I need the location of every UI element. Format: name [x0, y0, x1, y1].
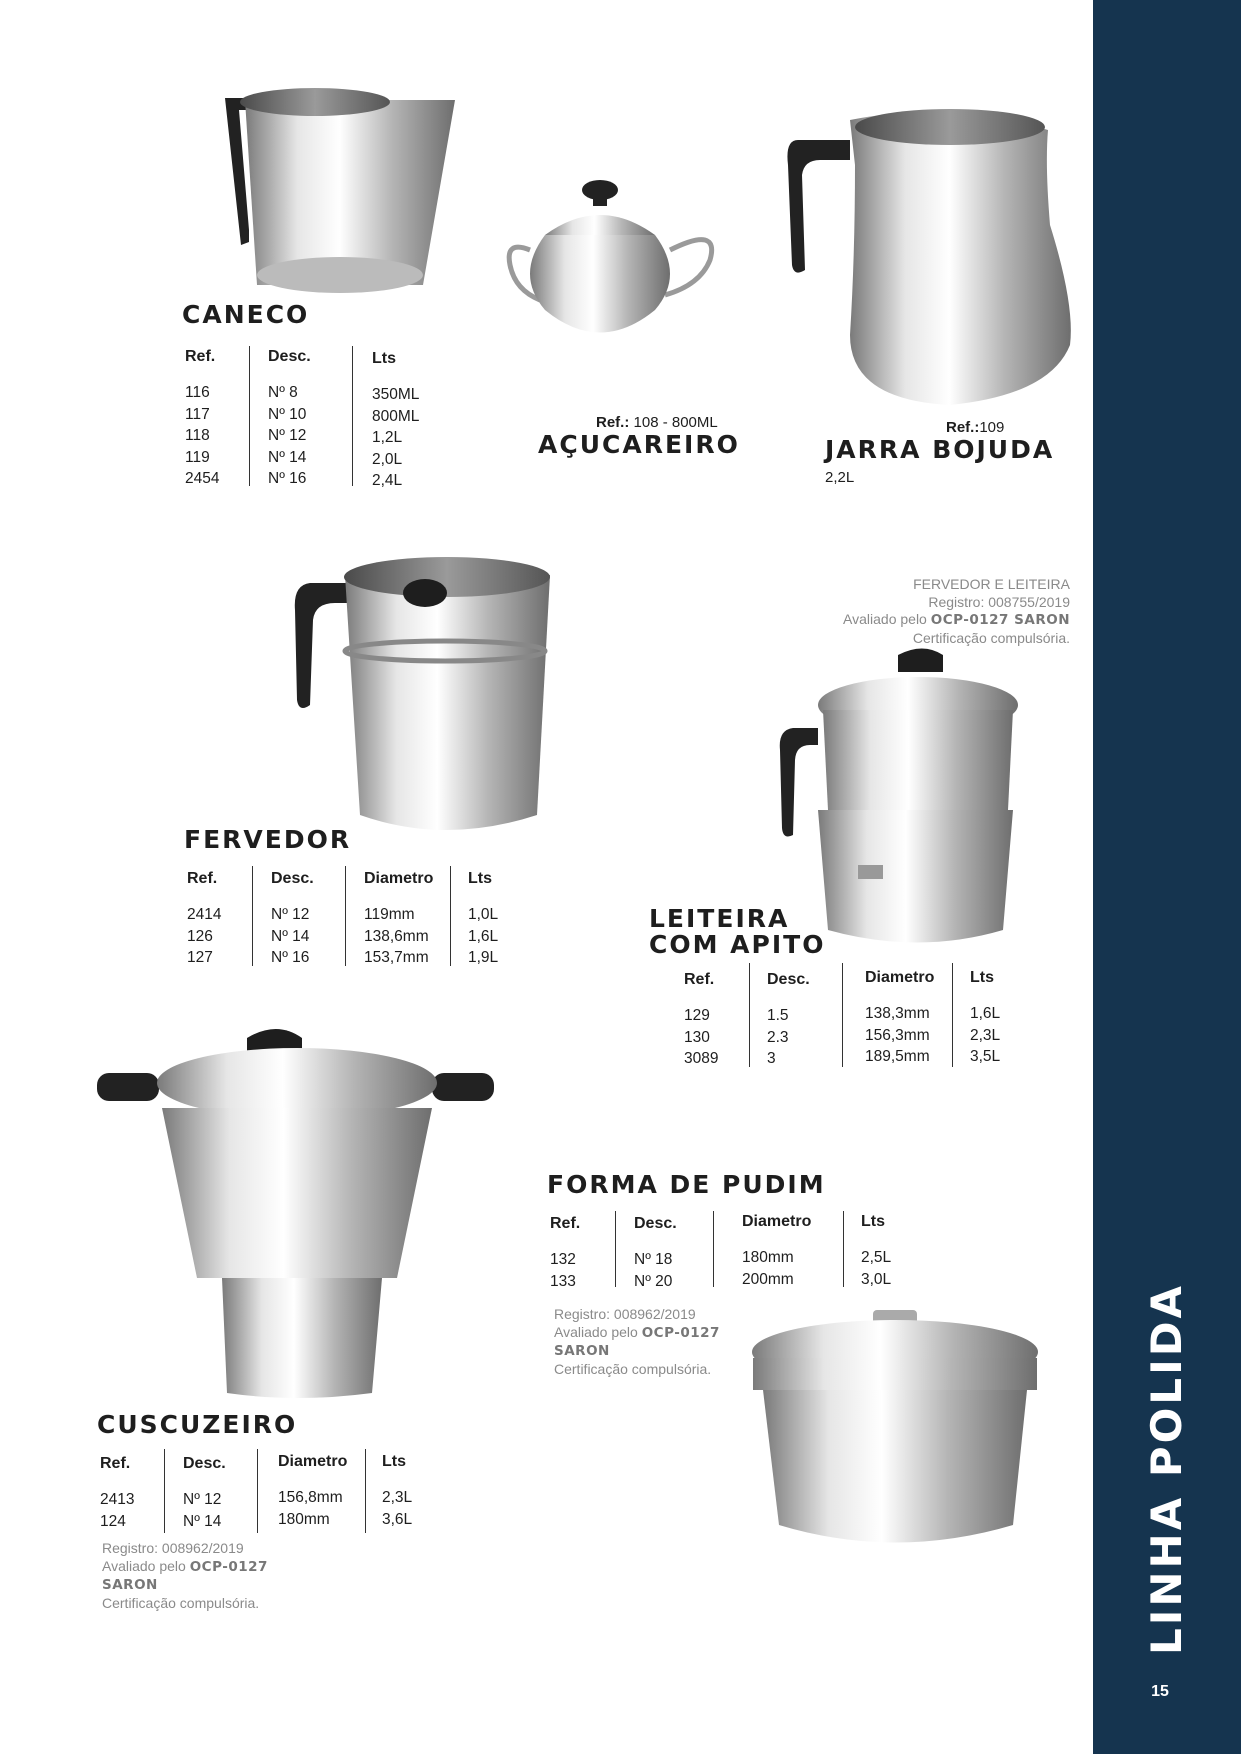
divider — [365, 1449, 366, 1533]
cell: 127 — [187, 949, 213, 966]
jarra-capacity: 2,2L — [825, 469, 855, 486]
ref-label: Ref.: — [596, 414, 630, 431]
cell: Nº 18 — [634, 1251, 673, 1268]
col-header-ref: Ref. — [187, 870, 218, 887]
col-header-lts: Lts — [861, 1213, 885, 1230]
cell: 3,0L — [861, 1270, 892, 1288]
cell: 180mm — [278, 1510, 330, 1528]
col-header-ref: Ref. — [550, 1215, 581, 1232]
cuscuzeiro-title: CUSCUZEIRO — [97, 1410, 298, 1439]
cell: 119mm — [364, 906, 415, 923]
cell: 3089 — [684, 1050, 719, 1067]
cell: Nº 16 — [271, 949, 310, 966]
col-header-desc: Desc. — [183, 1455, 226, 1472]
divider — [749, 963, 750, 1067]
jarra-title: JARRA BOJUDA — [825, 435, 1055, 464]
col-header-lts: Lts — [970, 969, 994, 986]
leiteira-image — [758, 650, 1023, 950]
divider — [352, 346, 353, 486]
cell: 138,3mm — [865, 1005, 930, 1022]
reg-prefix: Avaliado pelo — [843, 611, 931, 627]
col-header-desc: Desc. — [634, 1215, 677, 1232]
cell: 3 — [767, 1050, 776, 1067]
col-header-diametro: Diametro — [364, 870, 434, 887]
reg-line — [554, 1324, 720, 1343]
cell: 156,3mm — [865, 1026, 930, 1044]
leiteira-title-line: LEITEIRA — [649, 904, 790, 933]
ref-value: 108 - 800ML — [629, 414, 718, 431]
cell: 138,6mm — [364, 927, 429, 945]
cell: 189,5mm — [865, 1048, 930, 1065]
reg-bold: SARON — [554, 1343, 610, 1359]
cell: 126 — [187, 927, 213, 945]
cell: 180mm — [742, 1249, 794, 1266]
col-header-diametro: Diametro — [278, 1453, 348, 1470]
sidebar-title: LINHA POLIDA — [1142, 1282, 1191, 1655]
col-header-ref: Ref. — [185, 348, 216, 365]
cell: 2454 — [185, 470, 220, 487]
reg-line — [102, 1558, 268, 1577]
cell: 153,7mm — [364, 949, 429, 966]
cell: 1.5 — [767, 1007, 789, 1024]
cuscuzeiro-table — [100, 1455, 430, 1531]
reg-line: Certificação compulsória. — [554, 1360, 712, 1377]
cell: Nº 20 — [634, 1272, 673, 1290]
col-header-lts: Lts — [468, 870, 492, 887]
reg-line: Registro: 008962/2019 — [554, 1306, 696, 1322]
cell: 124 — [100, 1512, 126, 1530]
cell: 350ML — [372, 386, 420, 403]
divider — [615, 1211, 616, 1287]
cell: 800ML — [372, 407, 420, 425]
reg-line: Certificação compulsória. — [102, 1594, 260, 1611]
fervedor-image — [275, 565, 555, 845]
cell: 1,0L — [468, 906, 499, 923]
cell: Nº 12 — [183, 1491, 222, 1508]
pudim-registration — [554, 1306, 720, 1378]
fervedor-table — [187, 870, 517, 966]
pudim-table — [550, 1213, 892, 1291]
col-header-lts: Lts — [372, 350, 396, 367]
divider — [249, 346, 250, 486]
cell: 3,6L — [382, 1510, 413, 1528]
col-header-lts: Lts — [382, 1453, 406, 1470]
cell: 2,4L — [372, 472, 403, 489]
reg-prefix: Avaliado pelo — [102, 1557, 190, 1574]
divider — [713, 1211, 714, 1287]
reg-line: Registro: 008755/2019 — [928, 593, 1070, 610]
pudim-image — [745, 1310, 1045, 1560]
cell: 156,8mm — [278, 1489, 343, 1506]
col-header-ref: Ref. — [100, 1455, 131, 1472]
divider — [164, 1449, 165, 1533]
col-header-diametro: Diametro — [865, 969, 935, 986]
cell: Nº 16 — [268, 470, 307, 487]
reg-bold: OCP-0127 — [641, 1324, 720, 1341]
cell: 2414 — [187, 906, 222, 923]
pudim-title: FORMA DE PUDIM — [547, 1170, 826, 1199]
jarra-ref — [946, 419, 1004, 436]
acucareiro-image — [505, 180, 720, 335]
reg-line — [554, 1342, 720, 1361]
caneco-title: CANECO — [182, 300, 310, 329]
cell: 1,9L — [468, 949, 499, 966]
divider — [257, 1449, 258, 1533]
reg-prefix: Avaliado pelo — [554, 1323, 642, 1340]
jarra-image — [780, 105, 1080, 410]
reg-bold: OCP-0127 — [189, 1558, 268, 1575]
reg-line — [843, 611, 1070, 630]
fervedor-leiteira-registration — [843, 576, 1070, 647]
col-header-desc: Desc. — [767, 971, 810, 988]
leiteira-table — [684, 971, 1014, 1067]
page-number: 15 — [1151, 1683, 1169, 1700]
cell: 130 — [684, 1028, 710, 1046]
cell: Nº 14 — [183, 1512, 222, 1530]
divider — [252, 866, 253, 966]
ref-label: Ref.: — [946, 419, 980, 436]
col-header-diametro: Diametro — [742, 1213, 812, 1230]
cell: Nº 14 — [268, 448, 307, 466]
acucareiro-ref — [596, 414, 718, 431]
cell: 200mm — [742, 1270, 794, 1288]
reg-line: FERVEDOR E LEITEIRA — [913, 576, 1070, 592]
cell: 132 — [550, 1251, 576, 1268]
leiteira-title — [649, 906, 825, 959]
cell: 117 — [185, 405, 210, 423]
cell: 1,6L — [468, 927, 499, 945]
cell: 2,3L — [382, 1489, 413, 1506]
cell: Nº 8 — [268, 384, 298, 401]
cuscuzeiro-image — [97, 1028, 502, 1398]
fervedor-title: FERVEDOR — [184, 825, 352, 854]
cell: Nº 10 — [268, 405, 307, 423]
reg-line: Registro: 008962/2019 — [102, 1540, 244, 1556]
reg-bold: SARON — [102, 1577, 158, 1593]
cell: 2,5L — [861, 1249, 892, 1266]
cell: Nº 12 — [268, 427, 307, 444]
cell: 129 — [684, 1007, 710, 1024]
cell: 116 — [185, 384, 210, 401]
acucareiro-title: AÇUCAREIRO — [538, 430, 740, 459]
reg-line: Certificação compulsória. — [912, 629, 1070, 646]
col-header-desc: Desc. — [268, 348, 311, 365]
divider — [345, 866, 346, 966]
ref-value: 109 — [979, 419, 1005, 436]
cell: 2413 — [100, 1491, 135, 1508]
caneco-image — [205, 80, 435, 305]
divider — [952, 963, 953, 1067]
cell: 118 — [185, 427, 210, 444]
cell: 1,2L — [372, 429, 403, 446]
cuscuzeiro-registration — [102, 1540, 268, 1612]
col-header-ref: Ref. — [684, 971, 715, 988]
cell: 2.3 — [767, 1028, 789, 1046]
divider — [842, 963, 843, 1067]
reg-line — [102, 1576, 268, 1595]
caneco-table — [185, 348, 445, 488]
divider — [450, 866, 451, 966]
reg-bold: OCP-0127 SARON — [930, 612, 1070, 628]
cell: 1,6L — [970, 1005, 1001, 1022]
cell: Nº 12 — [271, 906, 310, 923]
cell: 3,5L — [970, 1048, 1001, 1065]
divider — [843, 1211, 844, 1287]
leiteira-title-line: COM APITO — [649, 930, 826, 960]
cell: 2,3L — [970, 1026, 1001, 1044]
cell: 133 — [550, 1272, 576, 1290]
cell: Nº 14 — [271, 927, 310, 945]
col-header-desc: Desc. — [271, 870, 314, 887]
cell: 2,0L — [372, 450, 403, 468]
cell: 119 — [185, 448, 210, 466]
